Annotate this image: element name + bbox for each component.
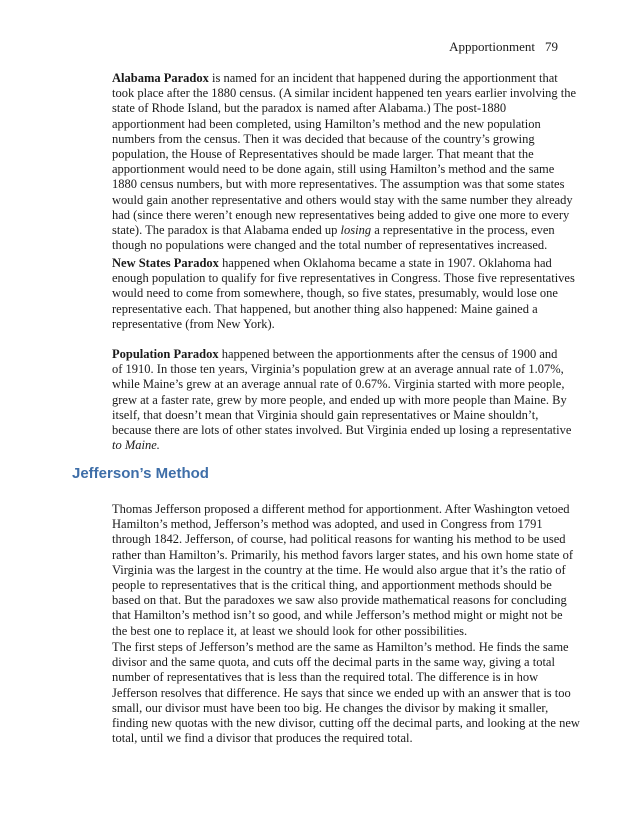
term-alabama-paradox: Alabama Paradox bbox=[112, 71, 209, 85]
text-line: Alabama Paradox is named for an incident that happened during the apportionment that bbox=[112, 71, 558, 85]
text-line: people to representatives that is the critical thing, and apportionment methods should be bbox=[112, 577, 552, 592]
text-line: enough population to qualify for five representatives in Congress. Those five representatives bbox=[112, 271, 575, 286]
text-line: while Maine’s grew at an average annual rate of 0.67%. Virginia started with more people, bbox=[112, 377, 565, 392]
section-heading-jeffersons-method: Jefferson’s Method bbox=[72, 465, 209, 482]
term-new-states-paradox: New States Paradox bbox=[112, 256, 219, 270]
text-line: state). The paradox is that Alabama ended up losing a representative in the process, even bbox=[112, 222, 555, 237]
text-line: The first steps of Jefferson’s method are the same as Hamilton’s method. He finds the same bbox=[112, 640, 569, 654]
text-line: New States Paradox happened when Oklahoma became a state in 1907. Oklahoma had bbox=[112, 256, 552, 270]
text-line: total, until we find a divisor that produces the required total. bbox=[112, 731, 413, 746]
text-line: population, the House of Representatives should be made larger. That meant that the bbox=[112, 146, 534, 161]
text-line: itself, that doesn’t mean that Virginia should gain representatives or Maine shouldn’t, bbox=[112, 407, 539, 422]
text-line: grew at a faster rate, grew by more people, and ended up with more people than Maine. By bbox=[112, 392, 567, 407]
text-line: numbers from the census. Then it was decided that because of the country’s growing bbox=[112, 131, 535, 146]
text-line: number of representatives that is less than the required total. The difference is in how bbox=[112, 670, 539, 685]
emphasis-to-maine: to Maine. bbox=[112, 438, 160, 453]
text-line: that Hamilton’s method isn’t so good, and while Jefferson’s method might or might not be bbox=[112, 608, 563, 623]
text-line: the best one to replace it, at least we should look for other possibilities. bbox=[112, 623, 468, 638]
text-line: 1880 census numbers, but with more representatives. The assumption was that some states bbox=[112, 177, 565, 192]
text-line: rather than Hamilton’s. Primarily, his method favors larger states, and his own home state of bbox=[112, 547, 574, 562]
text-line: would need to come from somewhere, though, so five states, presumably, would lose one bbox=[112, 286, 558, 301]
text-line bbox=[112, 438, 578, 453]
text-line: Virginia was the largest in the country at the time. He would also argue that it’s the ratio of bbox=[112, 562, 566, 577]
text-line: small, our divisor must have been too big. He changes the divisor by making it smaller, bbox=[112, 700, 549, 715]
header-title: Appportionment bbox=[449, 39, 535, 54]
paragraph-population-paradox bbox=[112, 347, 578, 453]
text-line: representative (from New York). bbox=[112, 316, 275, 331]
text-line: based on that. But the paradoxes we saw also provide mathematical reasons for concluding bbox=[112, 593, 567, 608]
text-line: apportionment had been completed, using Hamilton’s method and the new population bbox=[112, 116, 541, 131]
text-line: Population Paradox happened between the apportionments after the census of 1900 and bbox=[112, 347, 558, 361]
text-line: divisor and the same quota, and cuts off the decimal parts in the same way, giving a total bbox=[112, 655, 555, 670]
text-line: though no populations were changed and the total number of representatives increased. bbox=[112, 238, 548, 253]
text-line: took place after the 1880 census. (A similar incident happened ten years earlier involving the bbox=[112, 86, 577, 101]
text-line: finding new quotas with the new divisor, cutting off the decimal parts, and looking at the new bbox=[112, 715, 580, 730]
text-line: representative each. That happened, but another thing also happened: Maine gained a bbox=[112, 301, 538, 316]
term-population-paradox: Population Paradox bbox=[112, 347, 219, 361]
running-header bbox=[449, 39, 558, 54]
text-line: had (since there weren’t enough new representatives being added to give one more to every bbox=[112, 207, 570, 222]
text-line: would gain another representative and others would stay with the same number they already bbox=[112, 192, 573, 207]
text-line: through 1842. Jefferson, of course, had political reasons for wanting his method to be used bbox=[112, 532, 566, 547]
text-line: because there are lots of other states involved. But Virginia ended up losing a representative bbox=[112, 422, 572, 437]
emphasis-losing: losing bbox=[340, 222, 372, 237]
text-line: apportionment would need to be done again, still using Hamilton’s method and the same bbox=[112, 162, 555, 177]
text-line: Jefferson resolves that difference. He says that since we ended up with an answer that is too bbox=[112, 685, 571, 700]
text-line: Hamilton’s method, Jefferson’s method was adopted, and used in Congress from 1791 bbox=[112, 517, 543, 532]
text-line: of 1910. In those ten years, Virginia’s population grew at an average annual rate of 1.07%, bbox=[112, 362, 564, 377]
page-number: 79 bbox=[545, 39, 558, 54]
text-line: state of Rhode Island, but the paradox is named after Alabama.) The post-1880 bbox=[112, 101, 507, 116]
paragraph-jefferson-steps bbox=[112, 640, 578, 746]
text-line: Thomas Jefferson proposed a different method for apportionment. After Washington vetoed bbox=[112, 502, 570, 516]
paragraph-new-states-paradox bbox=[112, 256, 578, 332]
paragraph-jefferson-intro bbox=[112, 502, 578, 639]
paragraph-alabama-paradox bbox=[112, 71, 578, 253]
